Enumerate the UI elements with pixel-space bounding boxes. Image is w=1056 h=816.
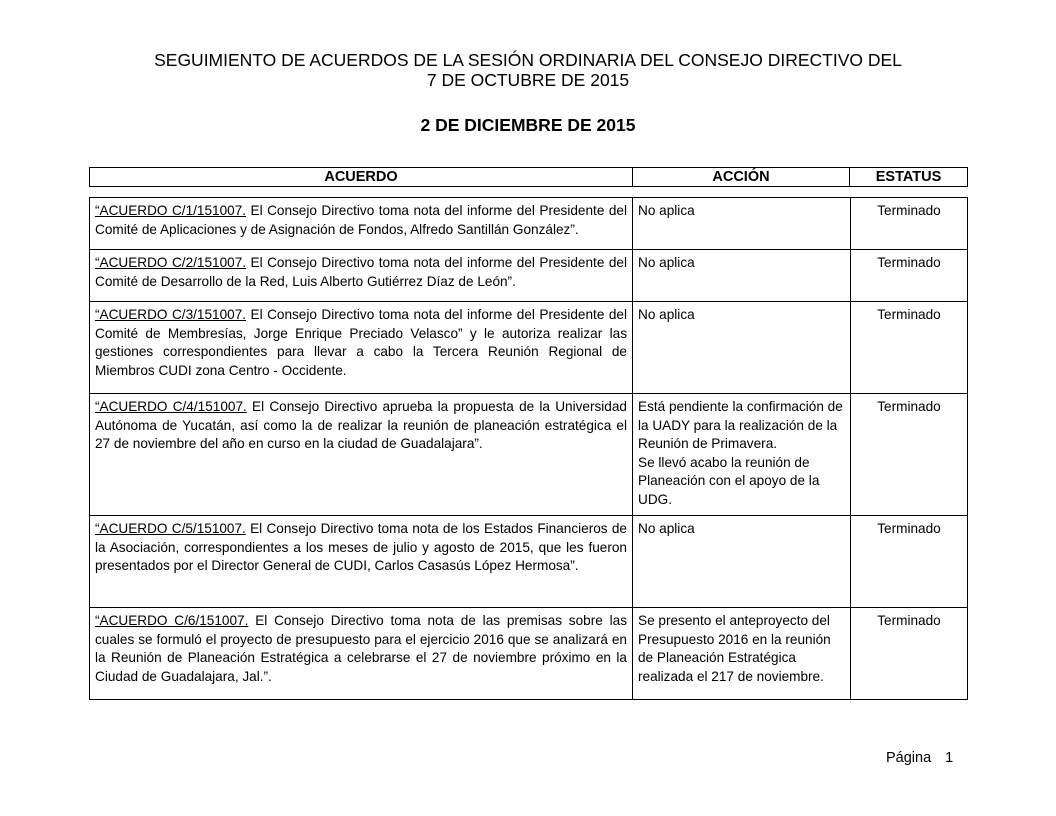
acuerdo-code: “ACUERDO C/6/151007. [95,613,249,628]
accion-cell: Se presento el anteproyecto del Presupuesto 2016 en la reunión de Planeación Estratégica realizada el 217 de noviembre. [633,608,851,700]
acuerdo-code: “ACUERDO C/4/151007. [95,399,247,414]
accion-cell: No aplica [633,302,851,394]
page-label: Página [886,750,932,766]
agreements-table [89,197,968,700]
estatus-cell: Terminado [851,608,968,700]
document-title-line-1: SEGUIMIENTO DE ACUERDOS DE LA SESIÓN ORDINARIA DEL CONSEJO DIRECTIVO DEL [154,50,902,70]
acuerdo-text: El Consejo Directivo toma nota del informe del Presidente del Comité de Aplicaciones y de Asignación de Fondos, Alfredo Santillán González”. [95,203,627,237]
acuerdo-text: El Consejo Directivo aprueba la propuesta de la Universidad Autónoma de Yucatán, así como la de realizar la reunión de planeación estratégica el 27 de noviembre del año en curso en la ciudad de Guadalajara”. [95,399,627,451]
table-row [90,394,968,516]
acuerdo-code: “ACUERDO C/2/151007. [95,255,247,270]
table-row [90,516,968,608]
acuerdo-cell [90,250,633,302]
accion-cell: No aplica [633,198,851,250]
acuerdo-text: El Consejo Directivo toma nota del informe del Presidente del Comité de Membresías, Jorge Enrique Preciado Velasco” y le autoriza realizar las gestiones correspondientes para llevar a cabo la Tercera Reunión Regional de Miembros CUDI zona Centro - Occidente. [95,307,627,378]
page-footer [886,750,953,766]
table-row [90,608,968,700]
acuerdo-code: “ACUERDO C/5/151007. [95,521,246,536]
acuerdo-text: El Consejo Directivo toma nota de los Estados Financieros de la Asociación, correspondientes a los meses de julio y agosto de 2015, que les fueron presentados por el Director General de CUDI, Carlos Casasús López Hermosa”. [95,521,627,573]
acuerdo-code: “ACUERDO C/3/151007. [95,307,247,322]
column-header-accion: ACCIÓN [633,168,850,187]
accion-cell: No aplica [633,250,851,302]
acuerdo-cell [90,302,633,394]
accion-text: Está pendiente la confirmación de la UADY para la realización de la Reunión de Primavera. [638,399,843,451]
table-row [90,302,968,394]
acuerdo-cell [90,608,633,700]
table-row [90,198,968,250]
acuerdo-cell [90,516,633,608]
estatus-cell: Terminado [851,198,968,250]
table-header [89,167,968,187]
acuerdo-cell [90,394,633,516]
estatus-cell: Terminado [851,302,968,394]
acuerdo-text: El Consejo Directivo toma nota de las premisas sobre las cuales se formuló el proyecto de presupuesto para el ejercicio 2016 que se analizará en la Reunión de Planeación Estratégica a celebrarse el 27 de noviembre próximo en la Ciudad de Guadalajara, Jal.”. [95,613,627,684]
accion-text-2: Se llevó acabo la reunión de Planeación con el apoyo de la UDG. [638,454,820,507]
accion-cell [633,394,851,516]
page-number: 1 [945,750,954,766]
acuerdo-code: “ACUERDO C/1/151007. [95,203,247,218]
estatus-cell: Terminado [851,516,968,608]
column-header-estatus: ESTATUS [850,168,968,187]
document-subtitle-date: 2 DE DICIEMBRE DE 2015 [420,115,636,135]
estatus-cell: Terminado [851,250,968,302]
acuerdo-text: El Consejo Directivo toma nota del informe del Presidente del Comité de Desarrollo de la Red, Luis Alberto Gutiérrez Díaz de León”. [95,255,627,289]
column-header-acuerdo: ACUERDO [90,168,633,187]
document-title-line-2: 7 DE OCTUBRE DE 2015 [426,70,630,90]
estatus-cell: Terminado [851,394,968,516]
acuerdo-cell [90,198,633,250]
table-row [90,250,968,302]
accion-cell: No aplica [633,516,851,608]
